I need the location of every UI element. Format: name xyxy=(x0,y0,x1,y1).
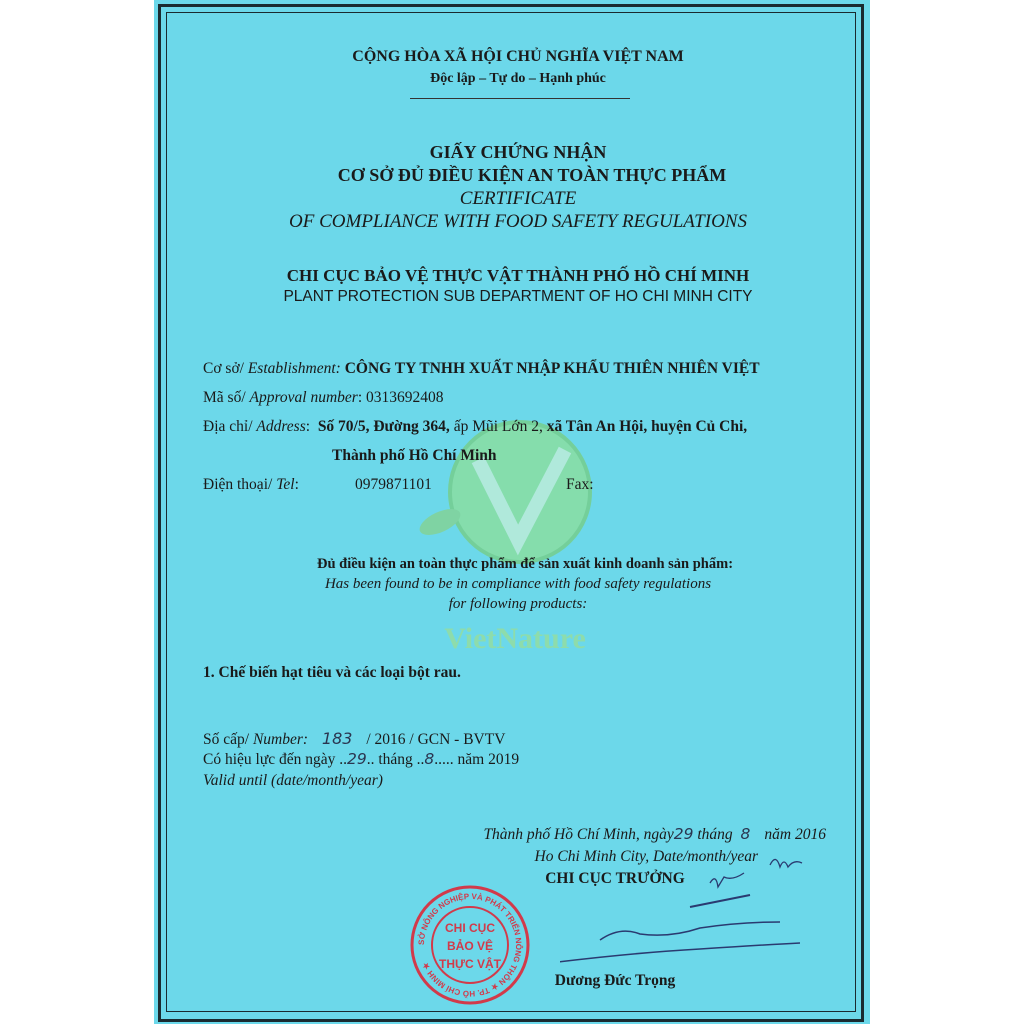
signing-place-vi xyxy=(483,826,826,844)
approval-label-en: Approval number xyxy=(249,389,358,406)
address-part-3: xã Tân An Hội, huyện Củ Chi, xyxy=(546,418,748,435)
motto-underline xyxy=(410,98,630,99)
address-line-2: Thành phố Hồ Chí Minh xyxy=(332,447,497,464)
number-row xyxy=(203,730,505,749)
validity-prefix: Có hiệu lực đến ngày .. xyxy=(203,751,347,768)
tel-value: 0979871101 xyxy=(355,476,432,493)
signing-month-label: tháng xyxy=(697,826,733,843)
establishment-row xyxy=(203,360,760,378)
stamp-line-2: BẢO VỆ xyxy=(446,939,494,953)
signing-month: 8 xyxy=(740,825,751,843)
validity-day: 29 xyxy=(347,750,367,768)
address-label: Địa chỉ/ xyxy=(203,418,253,435)
watermark-text: VietNature xyxy=(444,622,586,655)
compliance-en-1: Has been found to be in compliance with food safety regulations xyxy=(324,576,712,592)
number-label: Số cấp/ xyxy=(203,731,250,748)
tel-label: Điện thoại/ xyxy=(203,476,273,493)
title-en-2: OF COMPLIANCE WITH FOOD SAFETY REGULATIONS xyxy=(289,211,747,232)
number-suffix: / 2016 / GCN - BVTV xyxy=(366,731,506,748)
handwritten-number: 183 xyxy=(321,729,353,748)
title-vi-1: GIẤY CHỨNG NHẬN xyxy=(429,142,607,162)
nation-heading: CỘNG HÒA XÃ HỘI CHỦ NGHĨA VIỆT NAM xyxy=(352,48,684,65)
motto: Độc lập – Tự do – Hạnh phúc xyxy=(430,71,606,86)
validity-row xyxy=(203,751,519,769)
number-label-en: Number: xyxy=(252,731,309,748)
signer-name: Dương Đức Trọng xyxy=(554,972,676,989)
signature xyxy=(560,845,860,985)
compliance-vi: Đủ điều kiện an toàn thực phẩm để sản xuất kinh doanh sản phẩm: xyxy=(316,556,734,572)
signer-role: CHI CỤC TRƯỞNG xyxy=(545,870,685,887)
validity-month: 8 xyxy=(424,750,435,768)
tel-row: Điện thoại/ Tel: xyxy=(203,476,299,493)
stamp-line-3: THỰC VẬT xyxy=(439,957,501,971)
issuer-en: PLANT PROTECTION SUB DEPARTMENT OF HO CHI MINH CITY xyxy=(283,288,753,305)
approval-label: Mã số/ xyxy=(203,389,246,406)
signing-year: năm 2016 xyxy=(764,826,826,843)
approval-row xyxy=(203,389,444,407)
validity-en: Valid until (date/month/year) xyxy=(203,772,383,789)
title-en-1: CERTIFICATE xyxy=(459,188,577,209)
establishment-label-en: Establishment: xyxy=(247,360,341,377)
address-part-2: ấp Mũi Lớn 2, xyxy=(453,418,543,435)
issuer-vi: CHI CỤC BẢO VỆ THỰC VẬT THÀNH PHỐ HỒ CHÍ MINH xyxy=(286,266,750,285)
signing-place: Thành phố Hồ Chí Minh, ngày xyxy=(483,826,674,843)
validity-suffix: ..... năm 2019 xyxy=(434,751,520,768)
product-item: 1. Chế biến hạt tiêu và các loại bột rau. xyxy=(203,664,461,681)
signing-place-en: Ho Chi Minh City, Date/month/year xyxy=(534,848,758,865)
establishment-value: CÔNG TY TNHH XUẤT NHẬP KHẨU THIÊN NHIÊN VIỆT xyxy=(344,360,760,377)
compliance-en-2: for following products: xyxy=(448,596,588,612)
signing-day: 29 xyxy=(673,825,694,843)
stamp-line-1: CHI CỤC xyxy=(445,921,495,935)
address-row: Địa chỉ/ Address: Số 70/5, Đường 364, ấp Mũi Lớn 2, xã Tân An Hội, huyện Củ Chi, xyxy=(203,418,748,435)
establishment-label: Cơ sở/ xyxy=(203,360,244,377)
stamp-ring-text: SỞ NÔNG NGHIỆP VÀ PHÁT TRIỂN NÔNG THÔN ★ TP. HỒ CHÍ MINH ★ xyxy=(416,891,524,999)
fax-label: Fax: xyxy=(566,476,594,493)
official-stamp xyxy=(405,880,535,1010)
tel-label-en: Tel xyxy=(276,476,295,493)
title-vi-2: CƠ SỞ ĐỦ ĐIỀU KIỆN AN TOÀN THỰC PHẨM xyxy=(337,165,727,185)
address-part-1: Số 70/5, Đường 364, xyxy=(317,418,450,435)
validity-mid: .. tháng .. xyxy=(366,751,425,768)
approval-value: : 0313692408 xyxy=(357,389,444,406)
address-label-en: Address xyxy=(256,418,306,435)
